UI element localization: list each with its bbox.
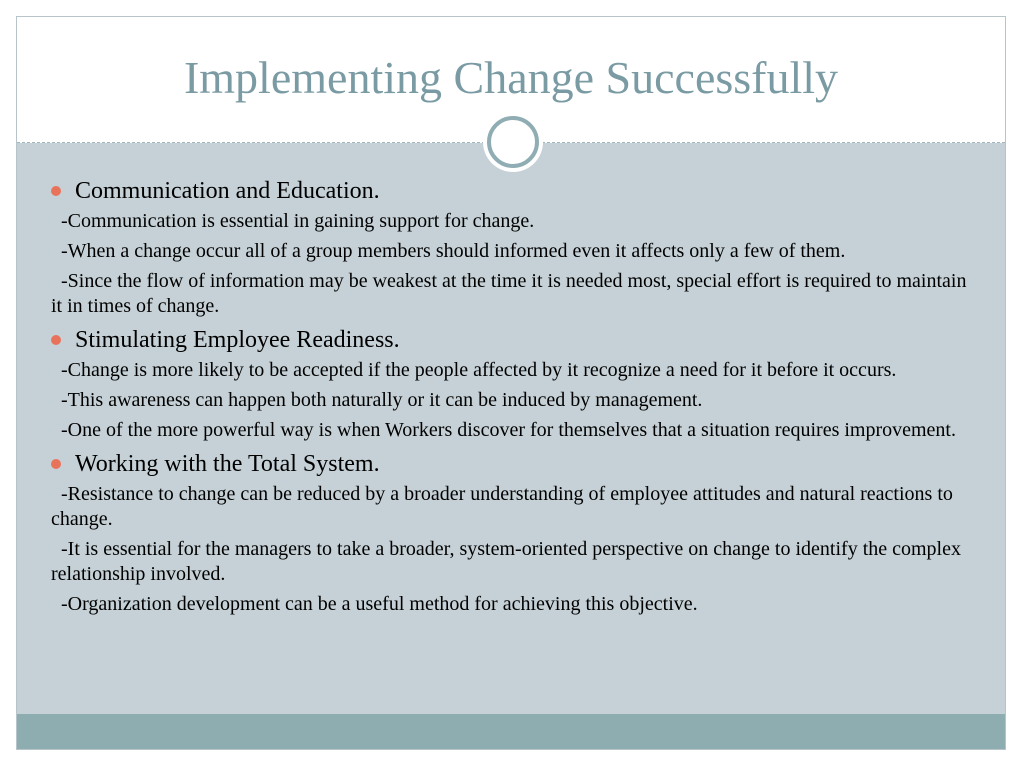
- sub-point-list: [51, 482, 981, 617]
- slide: [16, 16, 1006, 750]
- section-heading: Communication and Education.: [75, 178, 380, 204]
- bullet-section: [51, 324, 981, 356]
- sub-point: -One of the more powerful way is when Workers discover for themselves that a situation requires improvement.: [61, 419, 956, 441]
- slide-title: Implementing Change Successfully: [183, 52, 839, 103]
- sub-point: -Since the flow of information may be weakest at the time it is needed most, special effort is required to maintain it in times of change.: [51, 270, 967, 317]
- sub-point: -This awareness can happen both naturally or it can be induced by management.: [61, 389, 703, 411]
- sub-point: -When a change occur all of a group members should informed even it affects only a few of them.: [61, 240, 846, 262]
- sub-point: -Resistance to change can be reduced by a broader understanding of employee attitudes and natural reactions to change.: [51, 483, 953, 530]
- bullet-section: [51, 175, 981, 207]
- bullet-dot-icon: [51, 459, 61, 469]
- bullet-section: [51, 448, 981, 480]
- circle-ornament-icon: [483, 112, 543, 172]
- section-heading: Working with the Total System.: [75, 451, 380, 477]
- sub-point: -Change is more likely to be accepted if the people affected by it recognize a need for it before it occurs.: [61, 359, 897, 381]
- slide-content: [51, 175, 981, 622]
- sub-point: -Communication is essential in gaining support for change.: [61, 210, 535, 232]
- sub-point-list: [51, 209, 981, 319]
- ornament-ring: [487, 116, 539, 168]
- bullet-dot-icon: [51, 186, 61, 196]
- sub-point-list: [51, 358, 981, 443]
- section-heading: Stimulating Employee Readiness.: [75, 327, 400, 353]
- bullet-dot-icon: [51, 335, 61, 345]
- footer-band: [17, 714, 1005, 749]
- sub-point: -It is essential for the managers to take a broader, system-oriented perspective on change to identify the complex relationship involved.: [51, 538, 961, 585]
- sub-point: -Organization development can be a useful method for achieving this objective.: [61, 593, 698, 615]
